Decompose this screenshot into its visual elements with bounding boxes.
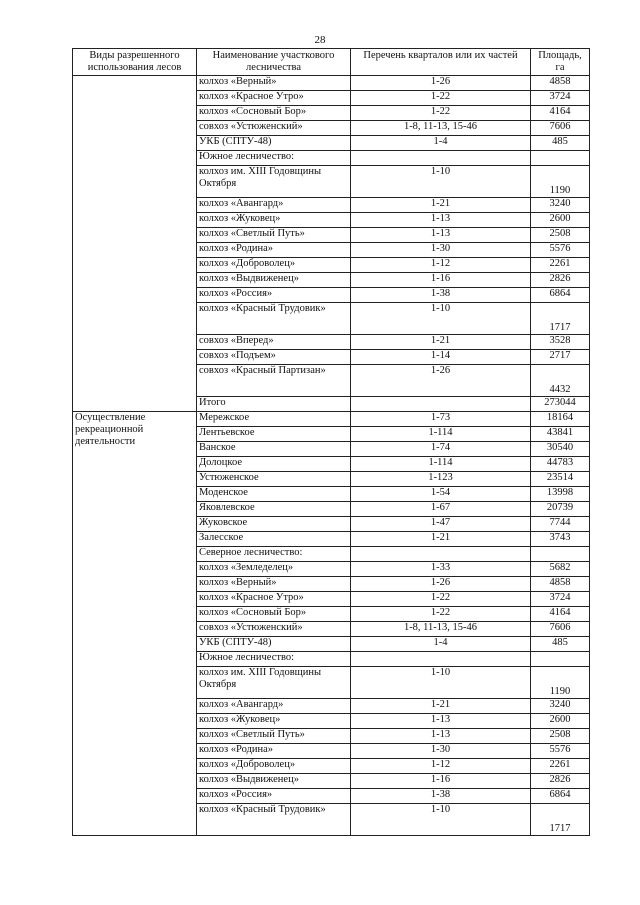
- forestry-name-cell: Южное лесничество:: [197, 151, 351, 166]
- quarters-cell: 1-13: [351, 213, 531, 228]
- area-cell: 2600: [531, 714, 590, 729]
- quarters-cell: 1-22: [351, 91, 531, 106]
- quarters-cell: 1-54: [351, 487, 531, 502]
- quarters-cell: 1-10: [351, 303, 531, 335]
- quarters-cell: 1-38: [351, 789, 531, 804]
- quarters-cell: 1-12: [351, 258, 531, 273]
- forestry-name-cell: Мережское: [197, 412, 351, 427]
- quarters-cell: 1-14: [351, 350, 531, 365]
- area-cell: 43841: [531, 427, 590, 442]
- forestry-name-cell: колхоз «Доброволец»: [197, 258, 351, 273]
- quarters-cell: 1-67: [351, 502, 531, 517]
- forestry-name-cell: Ванское: [197, 442, 351, 457]
- quarters-cell: 1-26: [351, 577, 531, 592]
- use-type-cell: Осуществление рекреационной деятельности: [73, 412, 197, 836]
- quarters-cell: 1-10: [351, 166, 531, 198]
- header-use: Виды разрешенного использования лесов: [73, 49, 197, 76]
- quarters-cell: 1-33: [351, 562, 531, 577]
- quarters-cell: 1-22: [351, 106, 531, 121]
- quarters-cell: 1-26: [351, 365, 531, 397]
- quarters-cell: 1-4: [351, 637, 531, 652]
- area-cell: 7606: [531, 622, 590, 637]
- area-cell: 3240: [531, 699, 590, 714]
- forestry-name-cell: Яковлевское: [197, 502, 351, 517]
- forestry-name-cell: колхоз «Сосновый Бор»: [197, 106, 351, 121]
- forestry-name-cell: Моденское: [197, 487, 351, 502]
- table-row: [73, 412, 590, 427]
- forestry-name-cell: Устюженское: [197, 472, 351, 487]
- area-cell: [531, 652, 590, 667]
- area-cell: 23514: [531, 472, 590, 487]
- quarters-cell: 1-21: [351, 532, 531, 547]
- quarters-cell: 1-22: [351, 607, 531, 622]
- area-cell: 4432: [531, 365, 590, 397]
- quarters-cell: 1-22: [351, 592, 531, 607]
- area-cell: 2508: [531, 228, 590, 243]
- area-cell: [531, 151, 590, 166]
- area-cell: 2261: [531, 759, 590, 774]
- quarters-cell: 1-13: [351, 228, 531, 243]
- area-cell: 2826: [531, 273, 590, 288]
- table-body: [73, 76, 590, 836]
- forestry-name-cell: совхоз «Подъем»: [197, 350, 351, 365]
- area-cell: 2600: [531, 213, 590, 228]
- quarters-cell: 1-114: [351, 457, 531, 472]
- area-cell: 5576: [531, 744, 590, 759]
- table-header-row: [73, 49, 590, 76]
- forestry-name-cell: колхоз «Доброволец»: [197, 759, 351, 774]
- forestry-name-cell: колхоз им. XIII Годовщины Октября: [197, 667, 351, 699]
- quarters-cell: 1-123: [351, 472, 531, 487]
- quarters-cell: 1-74: [351, 442, 531, 457]
- area-cell: 3528: [531, 335, 590, 350]
- area-cell: [531, 547, 590, 562]
- header-name: Наименование участкового лесничества: [197, 49, 351, 76]
- area-cell: 7744: [531, 517, 590, 532]
- table-row: [73, 76, 590, 91]
- quarters-cell: 1-4: [351, 136, 531, 151]
- forestry-name-cell: колхоз им. XIII Годовщины Октября: [197, 166, 351, 198]
- quarters-cell: 1-13: [351, 729, 531, 744]
- area-cell: 485: [531, 637, 590, 652]
- quarters-cell: 1-26: [351, 76, 531, 91]
- forestry-name-cell: УКБ (СПТУ-48): [197, 637, 351, 652]
- area-cell: 4858: [531, 76, 590, 91]
- area-cell: 13998: [531, 487, 590, 502]
- forestry-name-cell: колхоз «Верный»: [197, 76, 351, 91]
- quarters-cell: 1-21: [351, 335, 531, 350]
- forestry-name-cell: УКБ (СПТУ-48): [197, 136, 351, 151]
- area-cell: 18164: [531, 412, 590, 427]
- area-cell: 2717: [531, 350, 590, 365]
- quarters-cell: 1-73: [351, 412, 531, 427]
- quarters-cell: 1-8, 11-13, 15-46: [351, 622, 531, 637]
- quarters-cell: 1-114: [351, 427, 531, 442]
- quarters-cell: [351, 151, 531, 166]
- quarters-cell: 1-16: [351, 774, 531, 789]
- area-cell: 1717: [531, 804, 590, 836]
- quarters-cell: 1-21: [351, 699, 531, 714]
- area-cell: 1190: [531, 667, 590, 699]
- forestry-name-cell: колхоз «Родина»: [197, 243, 351, 258]
- header-quarters: Перечень кварталов или их частей: [351, 49, 531, 76]
- area-cell: 44783: [531, 457, 590, 472]
- forestry-name-cell: колхоз «Выдвиженец»: [197, 273, 351, 288]
- area-cell: 3240: [531, 198, 590, 213]
- area-cell: 5682: [531, 562, 590, 577]
- quarters-cell: 1-8, 11-13, 15-46: [351, 121, 531, 136]
- quarters-cell: 1-13: [351, 714, 531, 729]
- forestry-name-cell: Северное лесничество:: [197, 547, 351, 562]
- quarters-cell: 1-21: [351, 198, 531, 213]
- area-cell: 2261: [531, 258, 590, 273]
- forestry-name-cell: колхоз «Светлый Путь»: [197, 729, 351, 744]
- forestry-name-cell: колхоз «Жуковец»: [197, 714, 351, 729]
- quarters-cell: 1-10: [351, 804, 531, 836]
- forestry-name-cell: колхоз «Светлый Путь»: [197, 228, 351, 243]
- area-cell: 2826: [531, 774, 590, 789]
- area-cell: 1190: [531, 166, 590, 198]
- area-cell: 485: [531, 136, 590, 151]
- forestry-name-cell: совхоз «Вперед»: [197, 335, 351, 350]
- quarters-cell: 1-30: [351, 243, 531, 258]
- area-cell: 3724: [531, 91, 590, 106]
- forestry-name-cell: Лентьевское: [197, 427, 351, 442]
- area-cell: 6864: [531, 789, 590, 804]
- quarters-cell: 1-12: [351, 759, 531, 774]
- quarters-cell: 1-30: [351, 744, 531, 759]
- forestry-name-cell: совхоз «Устюженский»: [197, 622, 351, 637]
- area-cell: 6864: [531, 288, 590, 303]
- forestry-name-cell: колхоз «Россия»: [197, 789, 351, 804]
- forestry-name-cell: колхоз «Сосновый Бор»: [197, 607, 351, 622]
- forestry-name-cell: колхоз «Верный»: [197, 577, 351, 592]
- quarters-cell: 1-10: [351, 667, 531, 699]
- quarters-cell: 1-38: [351, 288, 531, 303]
- forestry-name-cell: колхоз «Красное Утро»: [197, 91, 351, 106]
- area-cell: 1717: [531, 303, 590, 335]
- forestry-name-cell: Долоцкое: [197, 457, 351, 472]
- area-cell: 3724: [531, 592, 590, 607]
- quarters-cell: 1-47: [351, 517, 531, 532]
- page-number: 28: [314, 34, 326, 46]
- area-cell: 4164: [531, 106, 590, 121]
- area-cell: 3743: [531, 532, 590, 547]
- area-cell: 273044: [531, 397, 590, 412]
- forestry-name-cell: колхоз «Авангард»: [197, 699, 351, 714]
- area-cell: 7606: [531, 121, 590, 136]
- area-cell: 4164: [531, 607, 590, 622]
- area-cell: 5576: [531, 243, 590, 258]
- forestry-name-cell: совхоз «Устюженский»: [197, 121, 351, 136]
- forestry-name-cell: колхоз «Красный Трудовик»: [197, 303, 351, 335]
- quarters-cell: [351, 652, 531, 667]
- forestry-name-cell: колхоз «Авангард»: [197, 198, 351, 213]
- forestry-name-cell: колхоз «Красное Утро»: [197, 592, 351, 607]
- quarters-cell: [351, 397, 531, 412]
- forestry-name-cell: Жуковское: [197, 517, 351, 532]
- forestry-name-cell: колхоз «Жуковец»: [197, 213, 351, 228]
- area-cell: 20739: [531, 502, 590, 517]
- header-area: Площадь, га: [531, 49, 590, 76]
- forestry-name-cell: колхоз «Выдвиженец»: [197, 774, 351, 789]
- forestry-name-cell: колхоз «Земледелец»: [197, 562, 351, 577]
- forestry-name-cell: Залесское: [197, 532, 351, 547]
- forestry-name-cell: колхоз «Красный Трудовик»: [197, 804, 351, 836]
- forest-use-table: [72, 48, 590, 836]
- forestry-name-cell: колхоз «Родина»: [197, 744, 351, 759]
- area-cell: 4858: [531, 577, 590, 592]
- quarters-cell: 1-16: [351, 273, 531, 288]
- forestry-name-cell: колхоз «Россия»: [197, 288, 351, 303]
- quarters-cell: [351, 547, 531, 562]
- forestry-name-cell: совхоз «Красный Партизан»: [197, 365, 351, 397]
- area-cell: 2508: [531, 729, 590, 744]
- area-cell: 30540: [531, 442, 590, 457]
- forestry-name-cell: Итого: [197, 397, 351, 412]
- forestry-name-cell: Южное лесничество:: [197, 652, 351, 667]
- use-type-cell: [73, 76, 197, 412]
